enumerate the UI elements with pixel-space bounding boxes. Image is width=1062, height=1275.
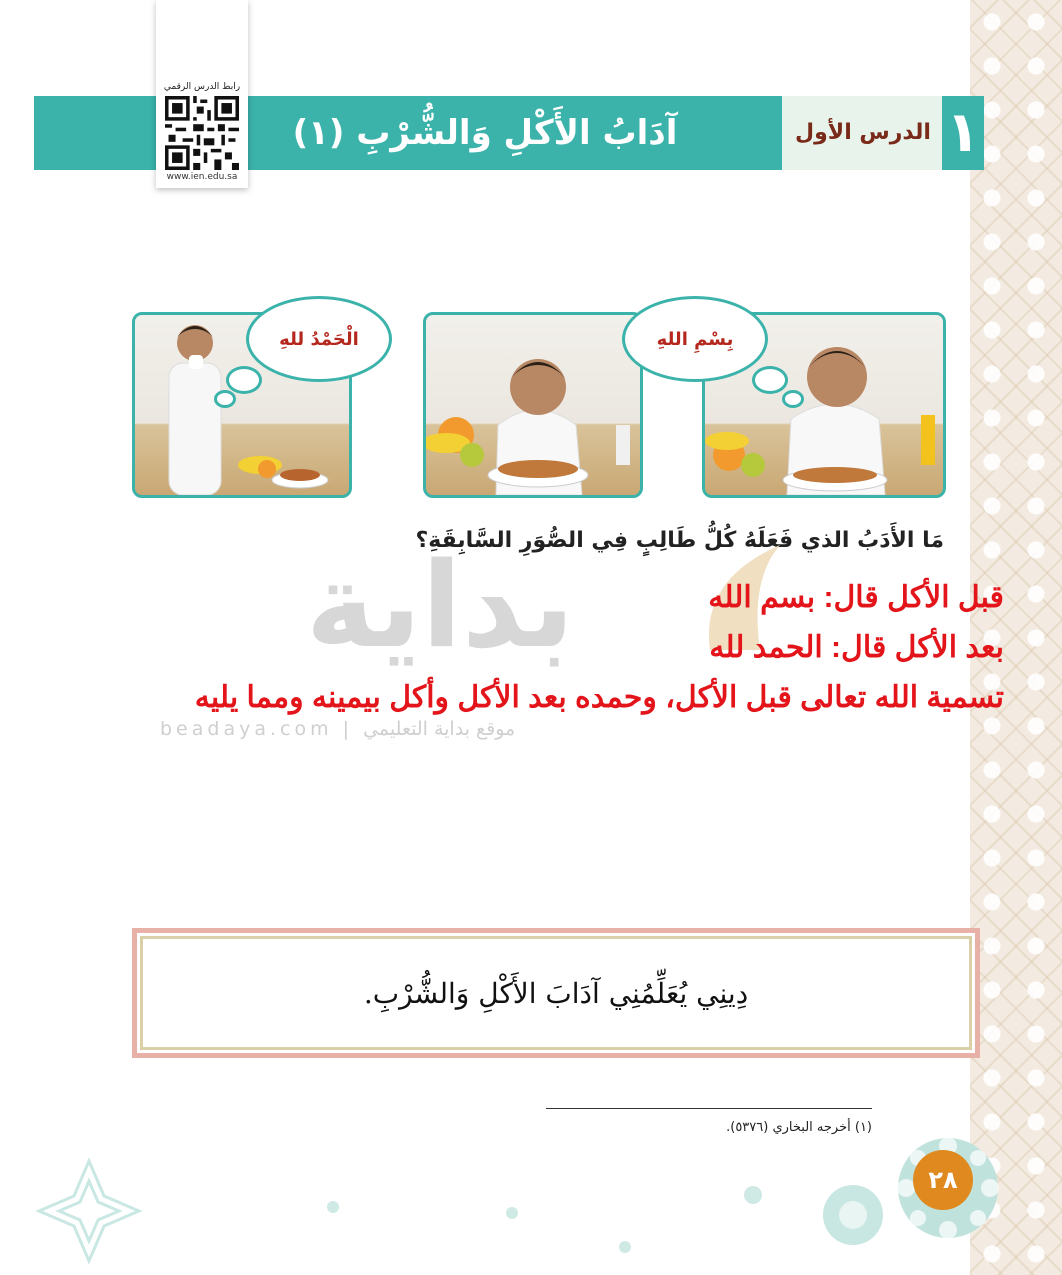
dot-ornament-icon [326, 1200, 340, 1214]
thought-puff [782, 390, 804, 408]
geometric-ornament-icon [34, 1156, 144, 1266]
page-number: ٢٨ [913, 1150, 973, 1210]
thought-bubble-right [622, 296, 768, 382]
thought-puff [214, 390, 236, 408]
answer-1: قبل الأكل قال: بسم الله [708, 581, 1004, 614]
answer-3: تسمية الله تعالى قبل الأكل، وحمده بعد الأكل وأكل بيمينه ومما يليه [194, 681, 1004, 714]
lesson-number: ١ [945, 100, 981, 165]
watermark-word: بداية [305, 536, 575, 674]
answer-2: بعد الأكل قال: الحمد لله [709, 631, 1004, 664]
thought-puff [752, 366, 788, 394]
dot-ornament-icon [505, 1206, 519, 1220]
dot-ornament-icon [742, 1184, 764, 1206]
lesson-label: الدرس الأول [795, 120, 931, 145]
thought-puff [226, 366, 262, 394]
watermark-subtitle: beadaya.com | موقع بداية التعليمي [160, 718, 516, 740]
thought-bubble-left [246, 296, 392, 382]
bubble-right-text: بِسْمِ اللهِ [656, 328, 734, 350]
footnote: (١) أخرجه البخاري (٥٣٧٦). [726, 1120, 872, 1135]
qr-code-icon[interactable] [165, 96, 239, 170]
qr-card[interactable] [156, 0, 248, 188]
small-rosette-icon [818, 1180, 888, 1250]
question: مَا الأَدَبُ الذي فَعَلَهُ كُلُّ طَالِبٍ فِي الصُّوَرِ السَّابِقَةِ؟ [415, 528, 944, 553]
watermark [160, 536, 720, 686]
qr-label: رابط الدرس الرقمي [163, 82, 241, 92]
conclusion-text: دِينِي يُعَلِّمُنِي آدَابَ الأَكْلِ وَالشُّرْبِ. [363, 976, 749, 1010]
footnote-divider [546, 1108, 872, 1109]
lesson-title: آدَابُ الأَكْلِ وَالشُّرْبِ (١) [292, 113, 678, 153]
dot-ornament-icon [618, 1240, 632, 1254]
photo-eating [423, 312, 643, 498]
bubble-left-text: الْحَمْدُ للهِ [279, 328, 359, 350]
conclusion-box [132, 928, 980, 1058]
qr-url: www.ien.edu.sa [166, 172, 238, 182]
